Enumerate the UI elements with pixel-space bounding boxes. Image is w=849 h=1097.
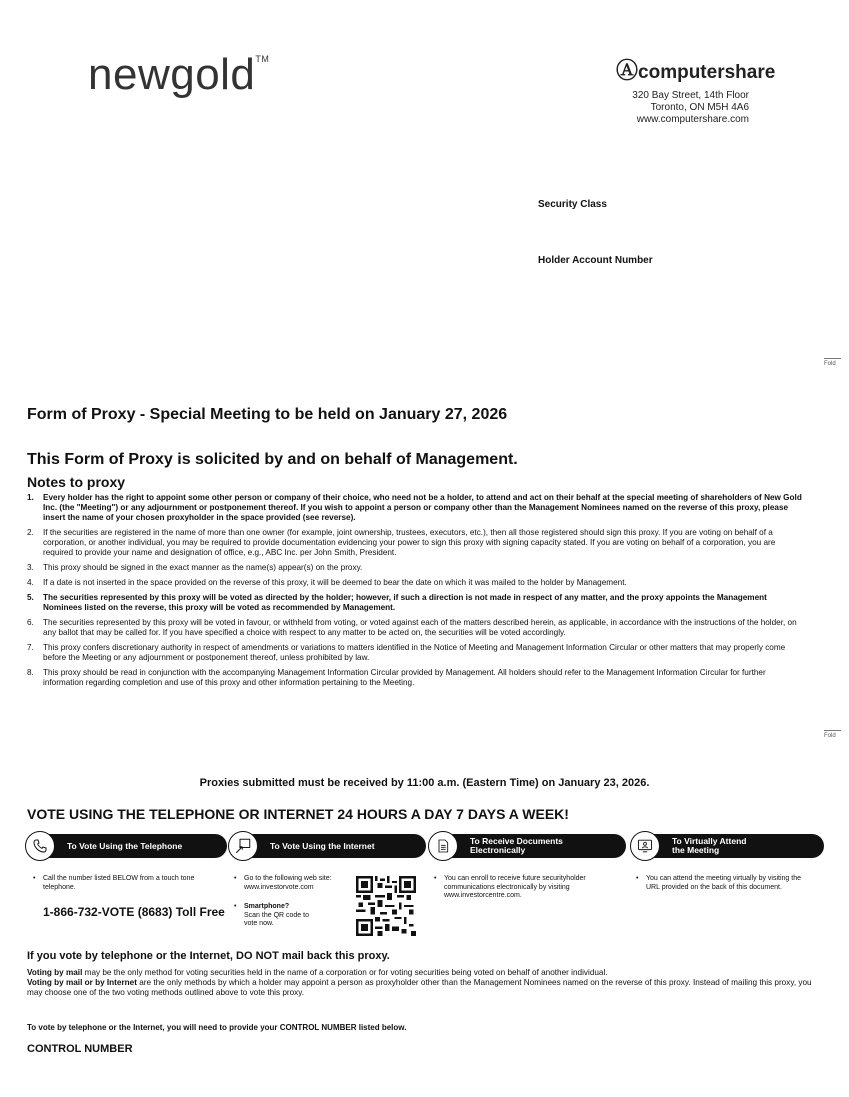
computershare-logo xyxy=(616,54,775,85)
telephone-label: To Vote Using the Telephone xyxy=(67,840,183,851)
monitor-user-icon xyxy=(630,831,660,861)
voting-methods-paragraph: Voting by mail may be the only method for voting securities held in the name of a corporation or for voting securities being voted on behalf of another individual. Voting by mail or by Internet are the only methods by which a holder may appoint a person as proxyholder other than the Management Nominees named on the reverse of this proxy. Instead of mailing this proxy, you may choose one of the two voting methods outlined above to vote this proxy. xyxy=(27,968,812,997)
document-icon xyxy=(428,831,458,861)
address-line: 320 Bay Street, 14th Floor xyxy=(632,90,749,101)
cursor-icon xyxy=(228,831,258,861)
notes-heading: Notes to proxy xyxy=(27,474,126,490)
logo-text: newgold xyxy=(88,50,256,99)
note-item: 1. Every holder has the right to appoint some other person or company of their choice, who need not be a holder, to attend and act on their behalf at the special meeting of shareholders of New Gold Inc. (the "Meeting") or any adjournment or postponement thereof. If you wish to appoint a person or company other than the Management Nominees named on the reverse of this proxy, please insert the name of your chosen proxyholder in the space provided (see reverse). xyxy=(27,493,802,522)
documents-pill xyxy=(430,834,626,858)
note-item: 6. The securities represented by this proxy will be voted in favour, or withheld from voting, or voted against each of the matters described herein, as applicable, in accordance with the instructions of the holder, on any ballot that may be called for. If you have specified a choice with respect to any matter to be acted on, the securities will be voted accordingly. xyxy=(27,618,797,637)
control-number-label: CONTROL NUMBER xyxy=(27,1043,133,1055)
telephone-number: 1-866-732-VOTE (8683) Toll Free xyxy=(43,905,225,919)
logo-tm: TM xyxy=(255,54,270,64)
note-item: 4. If a date is not inserted in the space provided on the reverse of this proxy, it will be deemed to bear the date on which it was mailed to the holder by Management. xyxy=(27,578,627,587)
phone-icon xyxy=(25,831,55,861)
page-subtitle: This Form of Proxy is solicited by and on behalf of Management. xyxy=(27,451,518,468)
fold-mark: Fold xyxy=(824,730,841,739)
newgold-logo xyxy=(88,50,269,100)
note-item: 2. If the securities are registered in the name of more than one owner (for example, joint ownership, trustees, executors, etc.), then all those registered should sign this proxy. If you are voting on behalf of a corporation, or another individual, you may be required to provide documentation evidencing your power to sign this proxy with signing capacity stated. If you are voting on behalf of a corporation, you are required to provide your name and designation of office, e.g., ABC Inc. per John Smith, President. xyxy=(27,528,776,557)
note-item: 8. This proxy should be read in conjunction with the accompanying Management Information Circular provided by Management. All holders should refer to the Management Information Circular for further information regarding completion and use of this proxy and other information pertaining to the Meeting. xyxy=(27,668,766,687)
company-address xyxy=(549,90,749,126)
address-line: www.computershare.com xyxy=(636,114,749,125)
note-item: 5. The securities represented by this proxy will be voted as directed by the holder; however, if such a direction is not made in respect of any matter, and the proxy appoints the Management Nominees listed on the reverse, this proxy will be voted as recommended by Management. xyxy=(27,593,767,612)
vote-heading: VOTE USING THE TELEPHONE OR INTERNET 24 HOURS A DAY 7 DAYS A WEEK! xyxy=(27,806,569,822)
documents-instructions: • You can enroll to receive future securityholder communications electronically by visiting www.investorcentre.com. xyxy=(434,875,586,899)
telephone-instructions: • Call the number listed BELOW from a touch tone telephone. xyxy=(33,875,195,891)
note-item: 7. This proxy confers discretionary authority in respect of amendments or variations to matters identified in the Notice of Meeting and Management Information Circular or other matters that may properly come before the Meeting or any adjournment or postponement thereof, unless prohibited by law. xyxy=(27,643,786,662)
telephone-vote-pill xyxy=(27,834,227,858)
fold-mark: Fold xyxy=(824,358,841,367)
address-line: Toronto, ON M5H 4A6 xyxy=(650,102,749,113)
page-title: Form of Proxy - Special Meeting to be held on January 27, 2026 xyxy=(27,406,508,423)
internet-vote-pill xyxy=(230,834,426,858)
company-name: computershare xyxy=(638,62,776,83)
holder-account-label: Holder Account Number xyxy=(538,255,653,266)
security-class-label: Security Class xyxy=(538,199,607,210)
notes-list xyxy=(27,493,807,693)
virtual-label: To Virtually Attend the Meeting xyxy=(672,836,747,855)
internet-instructions: • Go to the following web site: www.investorvote.com xyxy=(234,875,332,891)
virtual-instructions: • You can attend the meeting virtually by visiting the URL provided on the back of this document. xyxy=(636,875,802,891)
do-not-mail-notice: If you vote by telephone or the Internet, DO NOT mail back this proxy. xyxy=(27,950,390,962)
internet-label: To Vote Using the Internet xyxy=(270,840,375,851)
qr-code-icon[interactable] xyxy=(356,876,416,936)
computershare-logo-icon: Ⓐ xyxy=(616,58,639,83)
note-item: 3. This proxy should be signed in the exact manner as the name(s) appear(s) on the proxy. xyxy=(27,563,363,572)
proxy-deadline: Proxies submitted must be received by 11:00 a.m. (Eastern Time) on January 23, 2026. xyxy=(199,777,650,789)
control-number-note: To vote by telephone or the Internet, you will need to provide your CONTROL NUMBER listed below. xyxy=(27,1023,407,1032)
smartphone-instructions: • Smartphone? Scan the QR code to vote now. xyxy=(234,903,309,927)
documents-label: To Receive Documents Electronically xyxy=(470,836,563,855)
virtual-attend-pill xyxy=(632,834,824,858)
